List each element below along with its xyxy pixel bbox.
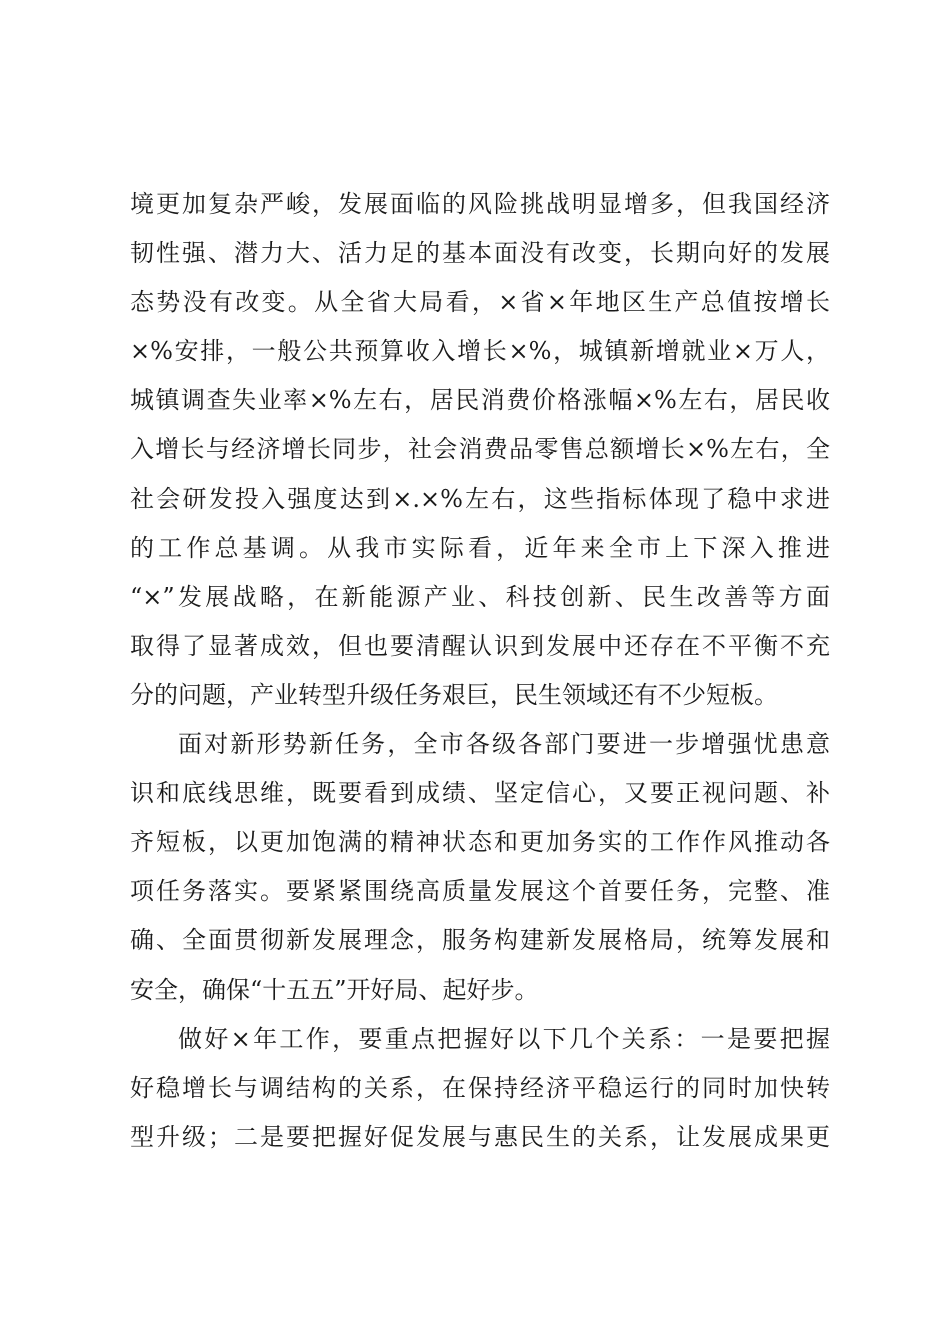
paragraph <box>130 180 830 720</box>
paragraph <box>130 1015 830 1162</box>
text-line: 城镇调查失业率×%左右，居民消费价格涨幅×%左右，居民收 <box>130 386 830 415</box>
text-line: 取得了显著成效，但也要清醒认识到发展中还存在不平衡不充 <box>130 631 830 660</box>
text-line: 态势没有改变。从全省大局看，×省×年地区生产总值按增长 <box>130 288 830 317</box>
text-line: 识和底线思维，既要看到成绩、坚定信心，又要正视问题、补 <box>130 779 830 808</box>
body-text <box>130 180 830 1162</box>
text-line: 韧性强、潜力大、活力足的基本面没有改变，长期向好的发展 <box>130 239 830 268</box>
text-line: 的工作总基调。从我市实际看，近年来全市上下深入推进 <box>130 533 830 562</box>
text-line: 入增长与经济增长同步，社会消费品零售总额增长×%左右，全 <box>130 435 830 464</box>
text-line: 型升级；二是要把握好促发展与惠民生的关系，让发展成果更 <box>130 1122 830 1151</box>
text-line: ×%安排，一般公共预算收入增长×%，城镇新增就业×万人， <box>130 337 830 366</box>
text-line: 好稳增长与调结构的关系，在保持经济平稳运行的同时加快转 <box>130 1073 830 1102</box>
text-line: 安全，确保“十五五”开好局、起好步。 <box>130 975 539 1004</box>
text-line: 齐短板，以更加饱满的精神状态和更加务实的工作作风推动各 <box>130 828 830 857</box>
text-line: 社会研发投入强度达到×.×%左右，这些指标体现了稳中求进 <box>130 484 830 513</box>
text-line: 项任务落实。要紧紧围绕高质量发展这个首要任务，完整、准 <box>130 877 830 906</box>
text-line: 确、全面贯彻新发展理念，服务构建新发展格局，统筹发展和 <box>130 926 830 955</box>
text-line: 面对新形势新任务，全市各级各部门要进一步增强忧患意 <box>178 730 830 759</box>
paragraph <box>130 720 830 1015</box>
text-line: 分的问题，产业转型升级任务艰巨，民生领域还有不少短板。 <box>130 680 778 709</box>
text-line: “×”发展战略，在新能源产业、科技创新、民生改善等方面 <box>130 582 830 611</box>
text-line: 做好×年工作，要重点把握好以下几个关系：一是要把握 <box>178 1024 830 1053</box>
text-line: 境更加复杂严峻，发展面临的风险挑战明显增多，但我国经济 <box>130 190 830 218</box>
